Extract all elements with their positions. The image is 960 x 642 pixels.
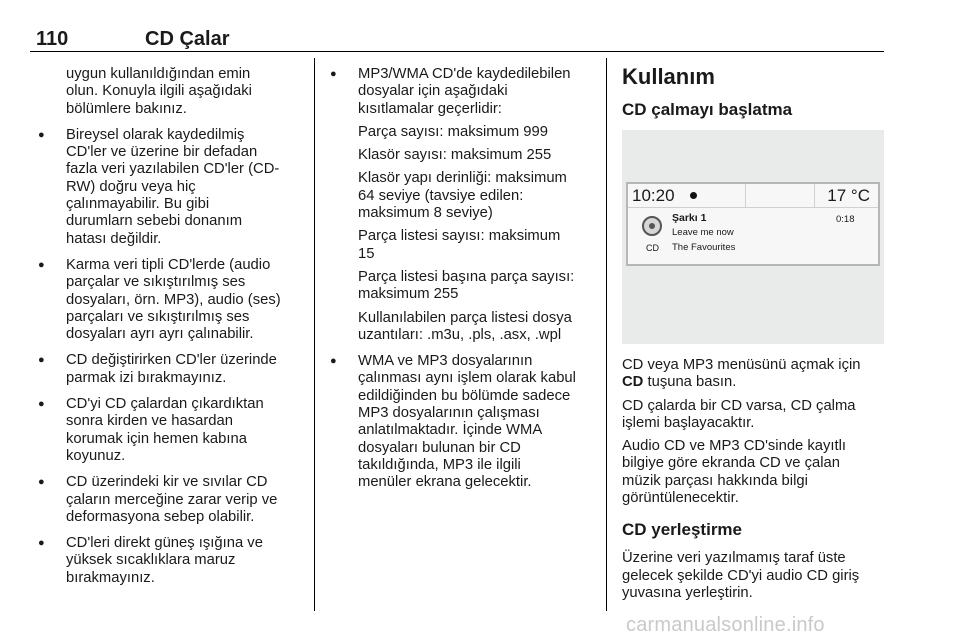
paragraph: Üzerine veri yazılmamış taraf üste gelecek şekilde CD'yi audio CD giriş yuvasına yerleştirin. [622,550,860,601]
bullet-item: ● CD üzerindeki kir ve sıvılar CD çaların merceğine zarar verip ve deformasyona sebep olabilir. [38,474,302,526]
paragraph: CD veya MP3 menüsünü açmak için CD tuşuna basın. [622,357,861,391]
elapsed-time: 0:18 [836,214,855,225]
column-2 [330,66,594,501]
temperature: 17 °C [827,186,870,205]
status-dot-icon [690,192,697,199]
chapter-title: CD Çalar [145,28,230,50]
source-label: CD [646,243,659,253]
track-album: The Favourites [672,242,736,253]
page-header [30,26,884,52]
bullet-item: ● WMA ve MP3 dosyalarının çalınması aynı işlem olarak kabul edildiğinden bu bölümde sadece MP3 dosyalarının çalışması anlatılmaktadır. İçinde WMA dosyaları bulunan bir CD takıldığında, MP3 ile ilgili menüler ekrana gelecektir. [330,353,594,491]
infotainment-screen [626,182,880,266]
column-3 [622,64,884,608]
column-1 [38,66,302,596]
bullet-item: ● Bireysel olarak kaydedilmiş CD'ler ve üzerine bir defadan fazla veri yazılabilen CD'ler (CD- RW) doğru veya hiç çalınmayabilir. Bu gibi durumlarn sebebi donanım hatası değildir. [38,127,302,248]
bullet-item: ● MP3/WMA CD'de kaydedilebilen dosyalar için aşağıdaki kısıtlamalar geçerlidir: Parça sayısı: maksimum 999 Klasör sayısı: maksimum 255 Klasör yapı derinliği: maksimum 64 seviye (tavsiye edilen: maksimum 8 seviye) Parça listesi sayısı: maksimum 15 Parça listesi başına parça sayısı: maksimum 255 Kullanılabilen parça listesi dosya uzantıları: .m3u, .pls, .asx, .wpl [330,66,594,344]
paragraph: Audio CD ve MP3 CD'sinde kayıtlı bilgiye göre ekranda CD ve çalan müzik parçası hakkında bilgi görüntülenecektir. [622,438,847,507]
screen-status-bar [628,184,878,208]
column-divider-1 [314,58,315,611]
subsection-heading: CD yerleştirme [622,520,743,540]
bullet-item: ● CD'leri direkt güneş ışığına ve yüksek sıcaklıklara maruz bırakmayınız. [38,535,302,587]
cd-disc-icon [642,216,662,236]
column-divider-2 [606,58,607,611]
bullet-item: ● Karma veri tipli CD'lerde (audio parçalar ve sıkıştırılmış ses dosyaları, örn. MP3), audio (ses) parçaları ve sıkıştırılmış ses dosyaları ayrı ayrı çalınabilir. [38,257,302,343]
subsection-heading: CD çalmayı başlatma [622,100,793,119]
bullet-item: ● CD'yi CD çalardan çıkardıktan sonra kirden ve hasardan korumak için hemen kabına koyunuz. [38,396,302,465]
clock-time: 10:20 [632,186,675,205]
sub-item: Klasör sayısı: maksimum 255 [358,147,552,164]
section-heading: Kullanım [622,64,715,89]
sub-item: Kullanılabilen parça listesi dosya uzantıları: .m3u, .pls, .asx, .wpl [358,309,572,343]
watermark: carmanualsonline.info [626,614,825,636]
track-title: Şarkı 1 [672,212,707,224]
sub-item: Parça listesi başına parça sayısı: maksimum 255 [358,268,575,303]
display-illustration [622,130,884,344]
track-artist: Leave me now [672,227,734,238]
bullet-item: ● CD değiştirirken CD'ler üzerinde parmak izi bırakmayınız. [38,352,302,387]
continued-paragraph: uygun kullanıldığından emin olun. Konuyla ilgili aşağıdaki bölümlere bakınız. [66,66,252,117]
page-number: 110 [36,28,69,50]
sub-item: Parça sayısı: maksimum 999 [358,123,548,140]
sub-item: Klasör yapı derinliği: maksimum 64 seviye (tavsiye edilen: maksimum 8 seviye) [358,170,567,222]
paragraph: CD çalarda bir CD varsa, CD çalma işlemi başlayacaktır. [622,397,856,431]
sub-item: Parça listesi sayısı: maksimum 15 [358,228,561,262]
